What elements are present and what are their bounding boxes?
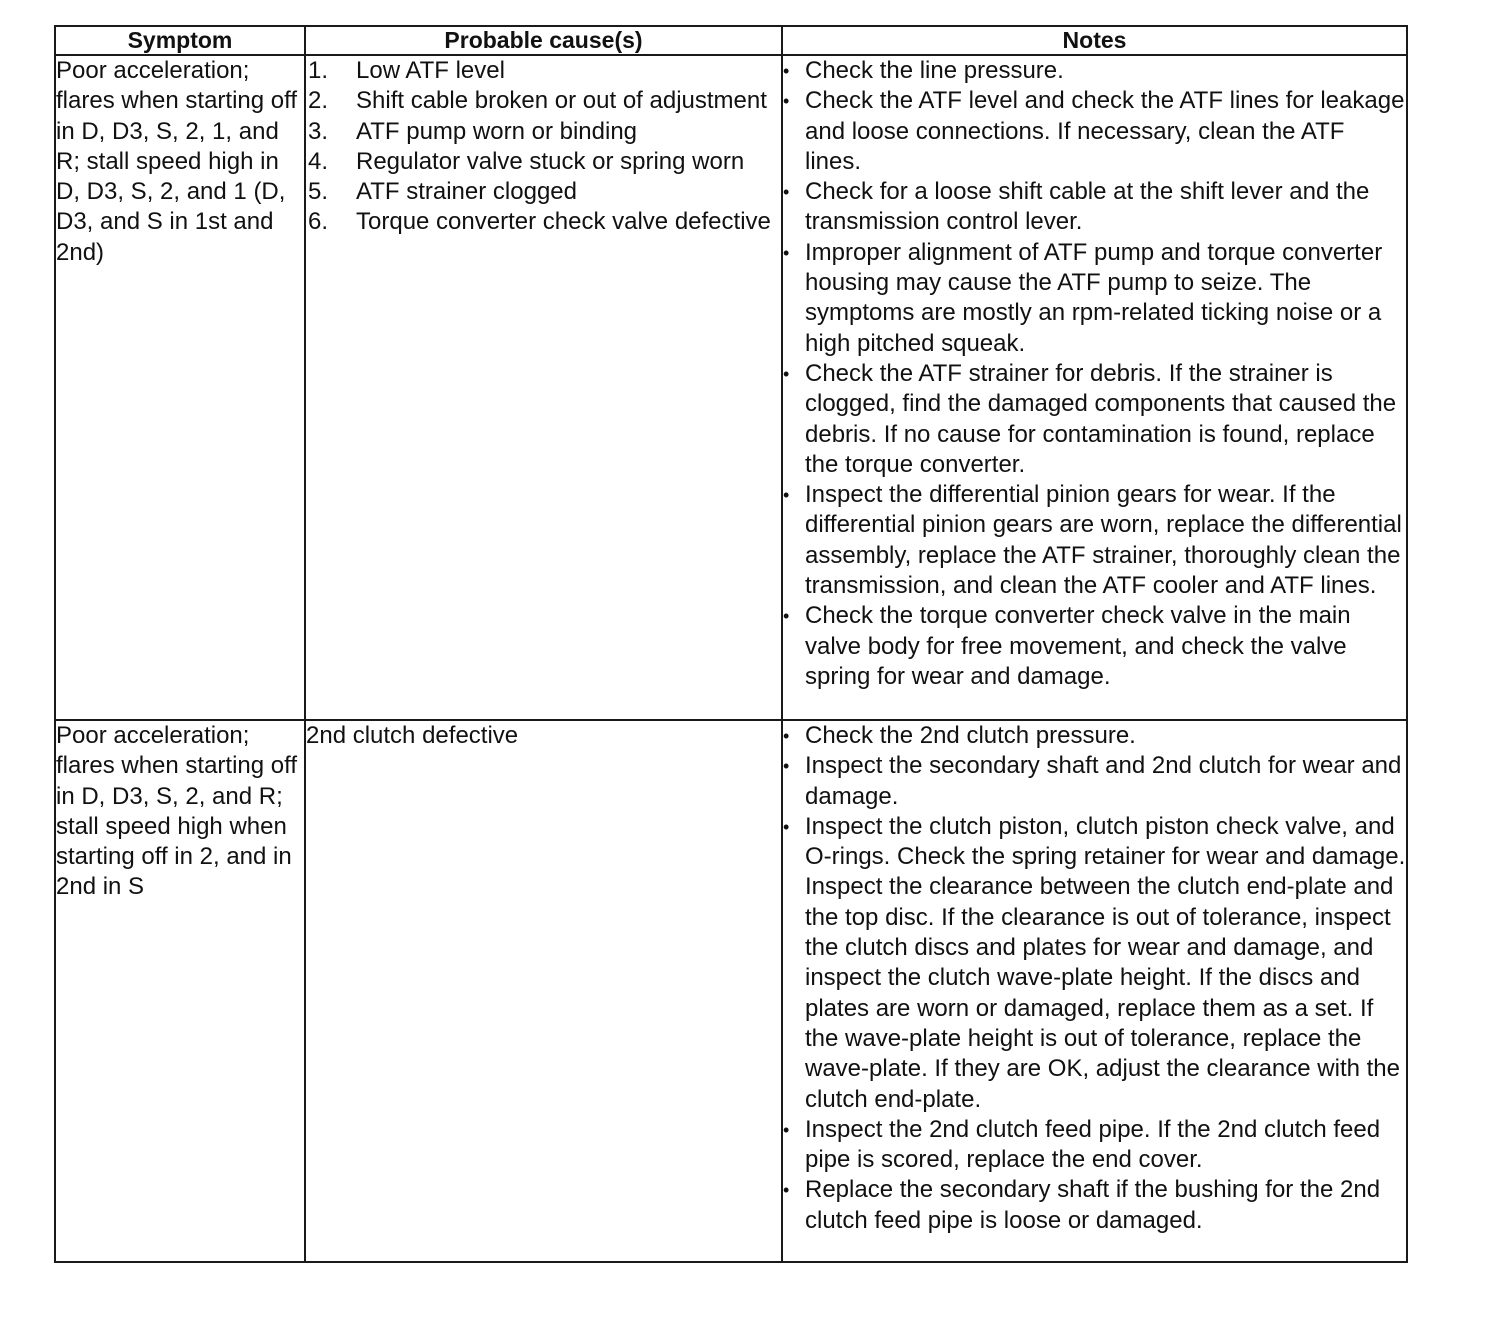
- cause-number: 6.: [308, 208, 329, 236]
- note-text: Replace the secondary shaft if the bushing for the 2nd clutch feed pipe is loose or damaged.: [805, 1176, 1381, 1234]
- cause-item: [306, 147, 781, 177]
- cause-text: Torque converter check valve defective: [356, 208, 771, 236]
- note-text: Inspect the 2nd clutch feed pipe. If the 2nd clutch feed pipe is scored, replace the end cover.: [805, 1115, 1381, 1174]
- note-text: Inspect the clutch piston, clutch piston check valve, and O-rings. Check the spring retainer for wear and damage. Inspect the clearance between the clutch end-plate and the top disc. If the clearance is out of tolerance, inspect the clutch discs and plates for wear and damage, and inspect the clutch wave-plate height. If the discs and plates are worn or damaged, replace them as a set. If the wave-plate height is out of tolerance, replace the wave-plate. If they are OK, adjust the clearance with the clutch end-plate.: [805, 812, 1406, 1113]
- note-text: Check the torque converter check valve in the main valve body for free movement, and check the valve spring for wear and damage.: [805, 602, 1351, 690]
- note-item: [783, 480, 1406, 601]
- note-text: Inspect the differential pinion gears for wear. If the differential pinion gears are worn, replace the differential assembly, replace the ATF strainer, thoroughly clean the transmission, and clean the ATF cooler and ATF lines.: [805, 481, 1402, 600]
- table-row: [55, 55, 1407, 720]
- cause-item: [306, 86, 781, 116]
- bullet-icon: •: [783, 242, 790, 263]
- note-item: [783, 86, 1406, 177]
- note-text: Check for a loose shift cable at the shift lever and the transmission control lever.: [805, 178, 1370, 236]
- bullet-icon: •: [783, 485, 790, 506]
- cause-number: 3.: [308, 117, 329, 145]
- note-text: Check the 2nd clutch pressure.: [805, 722, 1136, 749]
- cause-number: 1.: [308, 57, 329, 84]
- bullet-icon: •: [783, 363, 790, 384]
- cause-item: [306, 177, 781, 207]
- cause-number: 2.: [308, 87, 329, 115]
- cause-item: [306, 207, 781, 237]
- cause-number: 4.: [308, 147, 329, 175]
- bullet-icon: •: [783, 91, 790, 112]
- symptom-cell: Poor acceleration; flares when starting off in D, D3, S, 2, 1, and R; stall speed high in D, D3, S, 2, and 1 (D, D3, and S in 1st and 2nd): [55, 55, 305, 720]
- cause-text: ATF strainer clogged: [356, 178, 577, 206]
- table-row: [55, 720, 1407, 1262]
- notes-cell: [782, 720, 1407, 1262]
- note-text: Improper alignment of ATF pump and torque converter housing may cause the ATF pump to seize. The symptoms are mostly an rpm-related ticking noise or a high pitched squeak.: [805, 238, 1383, 357]
- cause-number: 5.: [308, 178, 329, 206]
- note-item: [783, 1115, 1406, 1176]
- causes-cell: 2nd clutch defective: [305, 720, 782, 1262]
- causes-cell: [305, 55, 782, 720]
- bullet-icon: •: [783, 726, 790, 746]
- cause-item: [306, 117, 781, 147]
- note-list: [783, 721, 1406, 1236]
- bullet-icon: •: [783, 182, 790, 203]
- cause-item: [306, 56, 781, 86]
- note-item: [783, 238, 1406, 359]
- header-notes: Notes: [782, 26, 1407, 55]
- cause-text: Low ATF level: [356, 57, 505, 84]
- note-text: Inspect the secondary shaft and 2nd clutch for wear and damage.: [805, 752, 1402, 810]
- note-list: [783, 56, 1406, 692]
- cause-list: [306, 56, 781, 238]
- note-text: Check the ATF strainer for debris. If the strainer is clogged, find the damaged components that caused the debris. If no cause for contamination is found, replace the torque converter.: [805, 359, 1397, 478]
- note-text: Check the ATF level and check the ATF lines for leakage and loose connections. If necessary, clean the ATF lines.: [805, 87, 1405, 175]
- cause-text: Shift cable broken or out of adjustment: [356, 87, 767, 115]
- bullet-icon: •: [783, 1180, 790, 1201]
- bullet-icon: •: [783, 606, 790, 627]
- note-item: [783, 177, 1406, 238]
- note-item: [783, 359, 1406, 480]
- header-probable-causes: Probable cause(s): [305, 26, 782, 55]
- header-symptom: Symptom: [55, 26, 305, 55]
- troubleshooting-table: [54, 25, 1408, 1263]
- note-item: [783, 1175, 1406, 1236]
- bullet-icon: •: [783, 1119, 790, 1140]
- note-item: [783, 601, 1406, 692]
- symptom-cell: Poor acceleration; flares when starting off in D, D3, S, 2, and R; stall speed high when starting off in 2, and in 2nd in S: [55, 720, 305, 1262]
- note-item: [783, 812, 1406, 1115]
- notes-cell: [782, 55, 1407, 720]
- bullet-icon: •: [783, 61, 790, 81]
- note-item: [783, 721, 1406, 751]
- note-item: [783, 751, 1406, 812]
- bullet-icon: •: [783, 816, 790, 837]
- bullet-icon: •: [783, 756, 790, 777]
- note-item: [783, 56, 1406, 86]
- cause-text: ATF pump worn or binding: [356, 117, 638, 145]
- header-row: [55, 26, 1407, 55]
- cause-text: Regulator valve stuck or spring worn: [356, 147, 745, 175]
- note-text: Check the line pressure.: [805, 57, 1064, 84]
